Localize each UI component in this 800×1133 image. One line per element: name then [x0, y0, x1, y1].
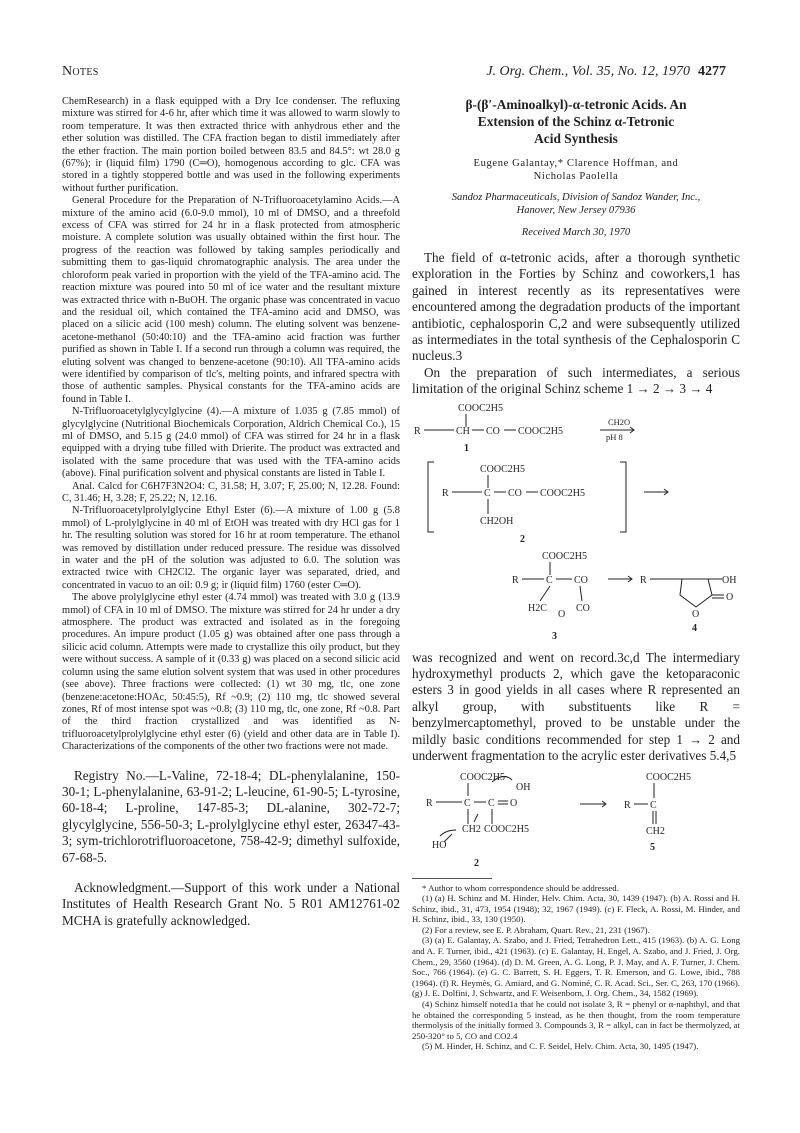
paragraph: General Procedure for the Preparation of N-Trifluoroacetylamino Acids.—A mixture of the amino acid (6.0-9.0 mmol), 10 ml of DMSO, and a threefold excess of CFA was stirred for 24 hr in a flask protected from atmospheric moisture. A complete solution was usually obtained within the first hour. The progress of the reaction was followed by taking samples periodically and submitting them to gas-liquid chromatographic analysis. The area under the chloroform peak varied in proportion with the yield of the TFA-amino acid. The reaction mixture was poured into 50 ml of ice water and the resultant mixture was extracted thrice with n-BuOH. The organic phase was concentrated in vacuo and the residual oil, which contained the TFA-amino acid and DMSO, was placed on a silicic acid (100 mesh) column. The eluting solvent was benzene-acetone-methanol (50:40:10) and the TFA-amino acid fraction was further purified as shown in Table I. If a second run through a column was required, the eluting solvent was changed to benzene-acetone (90:10). All TFA-amino acids were identified by comparison of tlc's, melting points, and infrared spectra with those of authentic samples. Physical constants for the TFA-amino acids are found in Table I.: [62, 195, 400, 405]
scheme-label: R: [640, 574, 647, 586]
registry-numbers: Registry No.—L-Valine, 72-18-4; DL-phenylalanine, 150-30-1; L-phenylalanine, 63-91-2; L-leucine, 61-90-5; L-tyrosine, 60-18-4; L-proline, 147-85-3; DL-alanine, 302-72-7; glycylglycine, 556-50-3; L-prolylglycine ethyl ester, 26347-43-3; sym-trichlorotrifluoroacetone, 758-42-9; dimethyl sulfoxide, 67-68-5.: [62, 767, 400, 865]
scheme-label: CO: [486, 425, 500, 437]
scheme-label: C: [650, 799, 657, 811]
footnote: (2) For a review, see E. P. Abraham, Quart. Rev., 21, 231 (1967).: [422, 924, 650, 935]
scheme-label: CO: [574, 574, 588, 586]
scheme-label: OH: [516, 781, 531, 793]
scheme-label: C: [546, 574, 553, 586]
article-title: [412, 96, 740, 147]
paragraph: The above prolylglycine ethyl ester (4.74 mmol) was treated with 3.0 g (13.9 mmol) of CFA in 10 ml of DMSO. The mixture was stirred for 24 hr under a dry atmosphere. The product was extracted and isolated as in the foregoing procedures. An impure product (1.05 g) was obtained after one pass through a silicic acid column. Attempts were made to crystallize this oily product, but they were without success. A sample of it (0.33 g) was placed on a second silicic acid column using the same elution solvent system that was used in other procedures (see above). Three fractions were collected: (1) wt 30 mg, tlc, one zone (benzene:acetone:HOAc, 50:45:5), Rf ~0.9; (2) 110 mg, tlc showed several zones, Rf of most intense spot was ~0.8; (3) 110 mg, tlc, one zone, Rf ~0.8. Part of the third fraction crystallized and was identified as N-trifluoroacetylprolylglycine ethyl ester (6) (yield and other data are in Table I). Characterizations of the components of the other two fractions were not made.: [62, 592, 400, 753]
scheme-label: COOC2H5: [646, 771, 692, 783]
scheme-label: HO: [432, 839, 447, 851]
title-line: β-(β′-Aminoalkyl)-α-tetronic Acids. An: [465, 97, 687, 112]
scheme-compound-1: [412, 401, 740, 457]
scheme-label: R: [624, 799, 631, 811]
intro-paragraph: The field of α-tetronic acids, after a thorough synthetic exploration in the Forties by Schinz and coworkers,1 has gained in interest recently as its representatives were encountered among the degradation products of the important antibiotic, cephalosporin C,2 and were subsequently utilized as intermediates in the total synthesis of the Cephalosporin C nucleus.3: [412, 250, 740, 364]
scheme-label: CH2OH: [480, 515, 514, 527]
scheme-label: COOC2H5: [540, 487, 586, 499]
footnote: (4) Schinz himself noted1a that he could not isolate 3, R = phenyl or α-naphthyl, and that he obtained the corresponding 5 instead, as he then thought, from the room temperature thermolysis of the initially formed 3. Compounds 3, R = alkyl, can in fact be thermolyzed, at 250-320° to 5, CO and CO2.4: [412, 999, 740, 1041]
paragraph: N-Trifluoroacetylprolylglycine Ethyl Ester (6).—A mixture of 1.00 g (5.8 mmol) of L-prolylglycine in 40 ml of EtOH was treated with dry HCl gas for 1 hr. The resulting solution was stored for 16 hr at room temperature. The ethanol was removed by distillation under reduced pressure. The residue was dissolved in water and the pH of the solution was adjusted to 6.0. The solution was extracted twice with CH2Cl2. The organic layer was separated, dried, and concentrated in vacuo to an oil: 0.9 g; ir (liquid film) 1760 (ester C═O).: [62, 505, 400, 591]
scheme-label: pH 8: [606, 431, 623, 442]
scheme-label: CO: [508, 487, 522, 499]
scheme-label: COOC2H5: [542, 550, 588, 562]
scheme-label: COOC2H5: [480, 463, 526, 475]
paragraph: N-Trifluoroacetylglycylglycine (4).—A mixture of 1.035 g (7.85 mmol) of glycylglycine (Nutritional Biochemicals Corporation, Aldrich Chemical Co.), 15 ml of DMSO, and 5.15 g (24.0 mmol) of CFA was stirred for 24 hr in a flask equipped with a drying tube filled with Drierite. The product was extracted and isolated with the same procedure that was used with the TFA-amino acids (above). Final purification solvent and physical constants are listed in Table I.: [62, 406, 400, 480]
scheme-label: CH: [456, 425, 470, 437]
scheme-label: OH: [722, 574, 737, 586]
affiliation-line: Sandoz Pharmaceuticals, Division of Sandoz Wander, Inc.,: [451, 192, 701, 203]
footnote: * Author to whom correspondence should be addressed.: [422, 882, 619, 893]
author-line: Eugene Galantay,* Clarence Hoffman, and: [473, 158, 679, 169]
title-line: Acid Synthesis: [534, 131, 618, 146]
intro-paragraph: On the preparation of such intermediates, a serious limitation of the original Schinz scheme 1 → 2 → 3 → 4: [412, 364, 740, 397]
scheme-label: COOC2H5: [458, 402, 504, 414]
affiliation-line: Hanover, New Jersey 07936: [516, 205, 636, 216]
scheme-label: C: [464, 797, 471, 809]
footnote: (1) (a) H. Schinz and M. Hinder, Helv. Chim. Acta, 30, 1439 (1947). (b) A. Rossi and H. Schinz, ibid., 31, 473, 1954 (1948); 32, 1967 (1949). (c) F. Fleck, A. Rossi, M. Hinder, and H. Schinz, ibid., 33, 130 (1950).: [412, 893, 740, 925]
scheme-label: COOC2H5: [460, 771, 506, 783]
scheme-label: CH2O: [608, 416, 631, 427]
left-column: [62, 96, 400, 929]
scheme-label: O: [726, 591, 734, 603]
compound-number: 3: [552, 630, 557, 642]
scheme-label: O: [692, 608, 700, 620]
paragraph: Anal. Calcd for C6H7F3N2O4: C, 31.58; H, 3.07; F, 25.00; N, 12.28. Found: C, 31.46; H, 3.28; F, 25.22; N, 12.16.: [62, 480, 400, 504]
scheme-compound-2: [412, 460, 740, 546]
scheme-label: CH2: [646, 825, 665, 837]
compound-number: 4: [692, 622, 697, 634]
section-header: Notes: [62, 64, 99, 79]
scheme-label: CO: [576, 602, 590, 614]
scheme-label: R: [512, 574, 519, 586]
compound-number: 2: [520, 533, 525, 545]
affiliation: [412, 191, 740, 217]
acknowledgment: Acknowledgment.—Support of this work under a National Institutes of Health Research Grant No. 5 R01 AM12761-02 MCHA is gratefully acknowledged.: [62, 879, 400, 928]
body-paragraph: was recognized and went on record.3c,d The intermediary hydroxymethyl products 2, which gave the ketoparaconic esters 3 in good yields in all cases where R represented an alkyl group, with substituents like R = benzylmercaptomethyl, proved to be unstable under the mildly basic conditions recommended for step 1 → 2 and underwent fragmentation to the acrylic ester derivatives 5.4,5: [412, 649, 740, 764]
scheme-fragmentation: [412, 768, 740, 872]
author-line: Nicholas Paolella: [533, 171, 619, 182]
scheme-label: COOC2H5: [484, 823, 530, 835]
scheme-label: R: [414, 425, 421, 437]
scheme-label: O: [510, 797, 518, 809]
scheme-label: C: [484, 487, 491, 499]
footnotes: [412, 883, 740, 1053]
experimental-section: [62, 96, 400, 754]
compound-number: 5: [650, 841, 655, 853]
scheme-label: R: [426, 797, 433, 809]
compound-number: 2: [474, 857, 479, 869]
scheme-label: COOC2H5: [518, 425, 564, 437]
footnote-divider: [412, 878, 492, 879]
scheme-label: O: [558, 608, 566, 620]
authors: [412, 157, 740, 183]
journal-citation: J. Org. Chem., Vol. 35, No. 12, 1970: [486, 64, 690, 79]
scheme-label: C: [488, 797, 495, 809]
journal-header: [486, 64, 726, 80]
footnote: (3) (a) E. Galantay, A. Szabo, and J. Fried, Tetrahedron Lett., 415 (1963). (b) A. G. Long and A. F. Turner, ibid., 421 (1963). (c) E. Galantay, H. Engel, A. Szabo, and J. Fried, J. Org. Chem., 29, 3560 (1964). (d) D. M. Green, A. G. Long, P. J. May, and A. F. Turner, J. Chem. Soc., 766 (1964). (e) G. C. Barrett, S. H. Eggers, T. R. Emerson, and G. Lowe, ibid., 788 (1964). (f) R. Heymès, G. Amiard, and G. Nominé, C. R. Acad. Sci., Ser. C, 263, 170 (1966). (g) J. E. Dolfini, J. Schwartz, and F. Weisenborn, J. Org. Chem., 34, 1582 (1969).: [412, 935, 740, 999]
right-column: [412, 96, 740, 1052]
compound-number: 1: [464, 442, 469, 454]
scheme-label: H2C: [528, 602, 547, 614]
received-date: Received March 30, 1970: [521, 227, 631, 238]
scheme-label: CH2: [462, 823, 481, 835]
scheme-label: R: [442, 487, 449, 499]
paragraph: ChemResearch) in a flask equipped with a Dry Ice condenser. The refluxing mixture was stirred for 4-6 hr, after which time it was allowed to warm slowly to room temperature. It was then extracted thrice with anhydrous ether and the ether solution was distilled. The CFA fraction began to distil immediately after the ether fraction. The main portion boiled between 83.5 and 84.5°: wt 28.0 g (67%); ir (liquid film) 1790 (C═O), homogenous according to glc. CFA was stored in a tightly stoppered bottle and was used in the following experiments without further purification.: [62, 96, 400, 194]
page-number: 4277: [698, 64, 726, 79]
footnote: (5) M. Hinder, H. Schinz, and C. F. Seidel, Helv. Chim. Acta, 30, 1495 (1947).: [422, 1041, 699, 1052]
scheme-compound-3-4: [412, 549, 740, 647]
title-line: Extension of the Schinz α-Tetronic: [477, 114, 675, 129]
